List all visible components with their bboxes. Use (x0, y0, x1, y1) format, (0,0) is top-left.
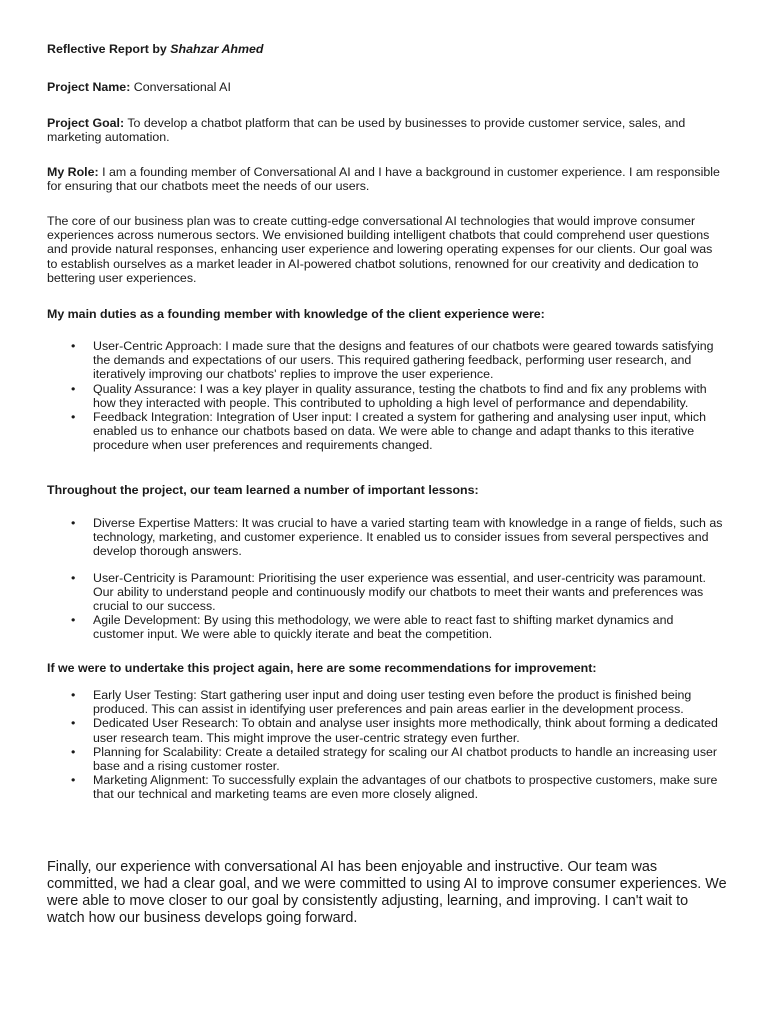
recommendation-text: Early User Testing: Start gathering user input and doing user testing even before the product is finished being produced. This can assist in identifying user preferences and pain areas earlier in the development process. (93, 688, 692, 717)
recommendations-list (47, 688, 727, 802)
final-paragraph: Finally, our experience with conversational AI has been enjoyable and instructive. Our team was committed, we had a clear goal, and we were committed to using AI to improve consumer experiences. We were able to move closer to our goal by consistently adjusting, learning, and improving. I can't wait to watch how our business develops going forward. (47, 859, 727, 926)
my-role (47, 165, 725, 193)
list-item (47, 382, 727, 410)
bullet-icon: • (71, 381, 76, 396)
recommendation-text: Planning for Scalability: Create a detailed strategy for scaling our AI chatbot products to handle an increasing user base and a rising customer roster. (93, 744, 718, 774)
duties-heading: My main duties as a founding member with knowledge of the client experience were: (47, 307, 545, 321)
my-role-label: My Role: (47, 165, 99, 179)
list-item (47, 516, 727, 559)
list-item (47, 773, 727, 801)
bullet-icon: • (71, 410, 76, 425)
duty-text: Quality Assurance: I was a key player in quality assurance, testing the chatbots to find and fix any problems with how they interacted with people. This contributed to upholding a high level of performance and dependability. (93, 381, 707, 410)
recommendation-text: Marketing Alignment: To successfully explain the advantages of our chatbots to prospective customers, make sure that our technical and marketing teams are even more closely aligned. (93, 773, 718, 802)
lesson-text: Agile Development: By using this methodology, we were able to react fast to shifting market dynamics and customer input. We were able to quickly iterate and beat the competition. (93, 613, 674, 642)
report-title (47, 42, 263, 56)
report-title-prefix: Reflective Report by (47, 42, 171, 56)
bullet-icon: • (71, 339, 76, 353)
report-author: Shahzar Ahmed (170, 42, 264, 56)
duties-list (47, 339, 727, 453)
project-name-value: Conversational AI (130, 80, 231, 94)
project-name (47, 80, 231, 94)
project-goal (47, 116, 725, 144)
duty-text: Feedback Integration: Integration of User input: I created a system for gathering and analysing user input, which enabled us to enhance our chatbots based on data. We were able to change and adapt thanks to this iterative procedure when user preferences and requirements changed. (93, 410, 706, 453)
bullet-icon: • (71, 773, 76, 788)
bullet-icon: • (71, 688, 76, 702)
bullet-icon: • (71, 516, 76, 530)
bullet-icon: • (71, 613, 76, 628)
bullet-icon: • (71, 744, 76, 759)
my-role-value: I am a founding member of Conversational AI and I have a background in customer experience. I am responsible for ensuring that our chatbots meet the needs of our users. (47, 165, 720, 194)
list-item (47, 571, 727, 614)
project-name-label: Project Name: (47, 80, 131, 94)
core-plan-paragraph: The core of our business plan was to create cutting-edge conversational AI technologies that would improve consumer experiences across numerous sectors. We envisioned building intelligent chatbots that could comprehend user questions and provide natural responses, enhancing user experience and lowering operating expenses for our clients. Our goal was to establish ourselves as a market leader in AI-powered chatbot solutions, renowned for our creativity and dedication to bettering user experiences. (47, 214, 713, 285)
list-item (47, 745, 727, 773)
list-item (47, 339, 727, 382)
recommendation-text: Dedicated User Research: To obtain and analyse user insights more methodically, think about forming a dedicated user research team. This might improve the user-centric strategy even further. (93, 716, 718, 745)
bullet-icon: • (71, 570, 76, 585)
project-goal-value: To develop a chatbot platform that can be used by businesses to provide customer service, sales, and marketing automation. (47, 116, 686, 145)
bullet-icon: • (71, 716, 76, 731)
lessons-list (47, 516, 727, 642)
recommendations-heading: If we were to undertake this project again, here are some recommendations for improvement: (47, 661, 597, 675)
project-goal-label: Project Goal: (47, 116, 125, 130)
lesson-text: User-Centricity is Paramount: Prioritising the user experience was essential, and user-centricity was paramount. Our ability to understand people and continuously modify our chatbots to meet their wants and preferences was crucial to our success. (93, 570, 706, 614)
list-item (47, 613, 727, 641)
duty-text: User-Centric Approach: I made sure that the designs and features of our chatbots were geared towards satisfying the demands and expectations of our users. This required gathering feedback, performing user research, and iteratively improving our chatbots' replies to improve the user experience. (93, 339, 714, 382)
lesson-text: Diverse Expertise Matters: It was crucial to have a varied starting team with knowledge in a range of fields, such as technology, marketing, and customer experience. It enabled us to consider issues from several perspectives and develop thorough answers. (93, 516, 723, 559)
lessons-heading: Throughout the project, our team learned a number of important lessons: (47, 483, 479, 497)
list-item (47, 410, 727, 453)
list-item (47, 716, 727, 744)
list-item (47, 688, 727, 716)
